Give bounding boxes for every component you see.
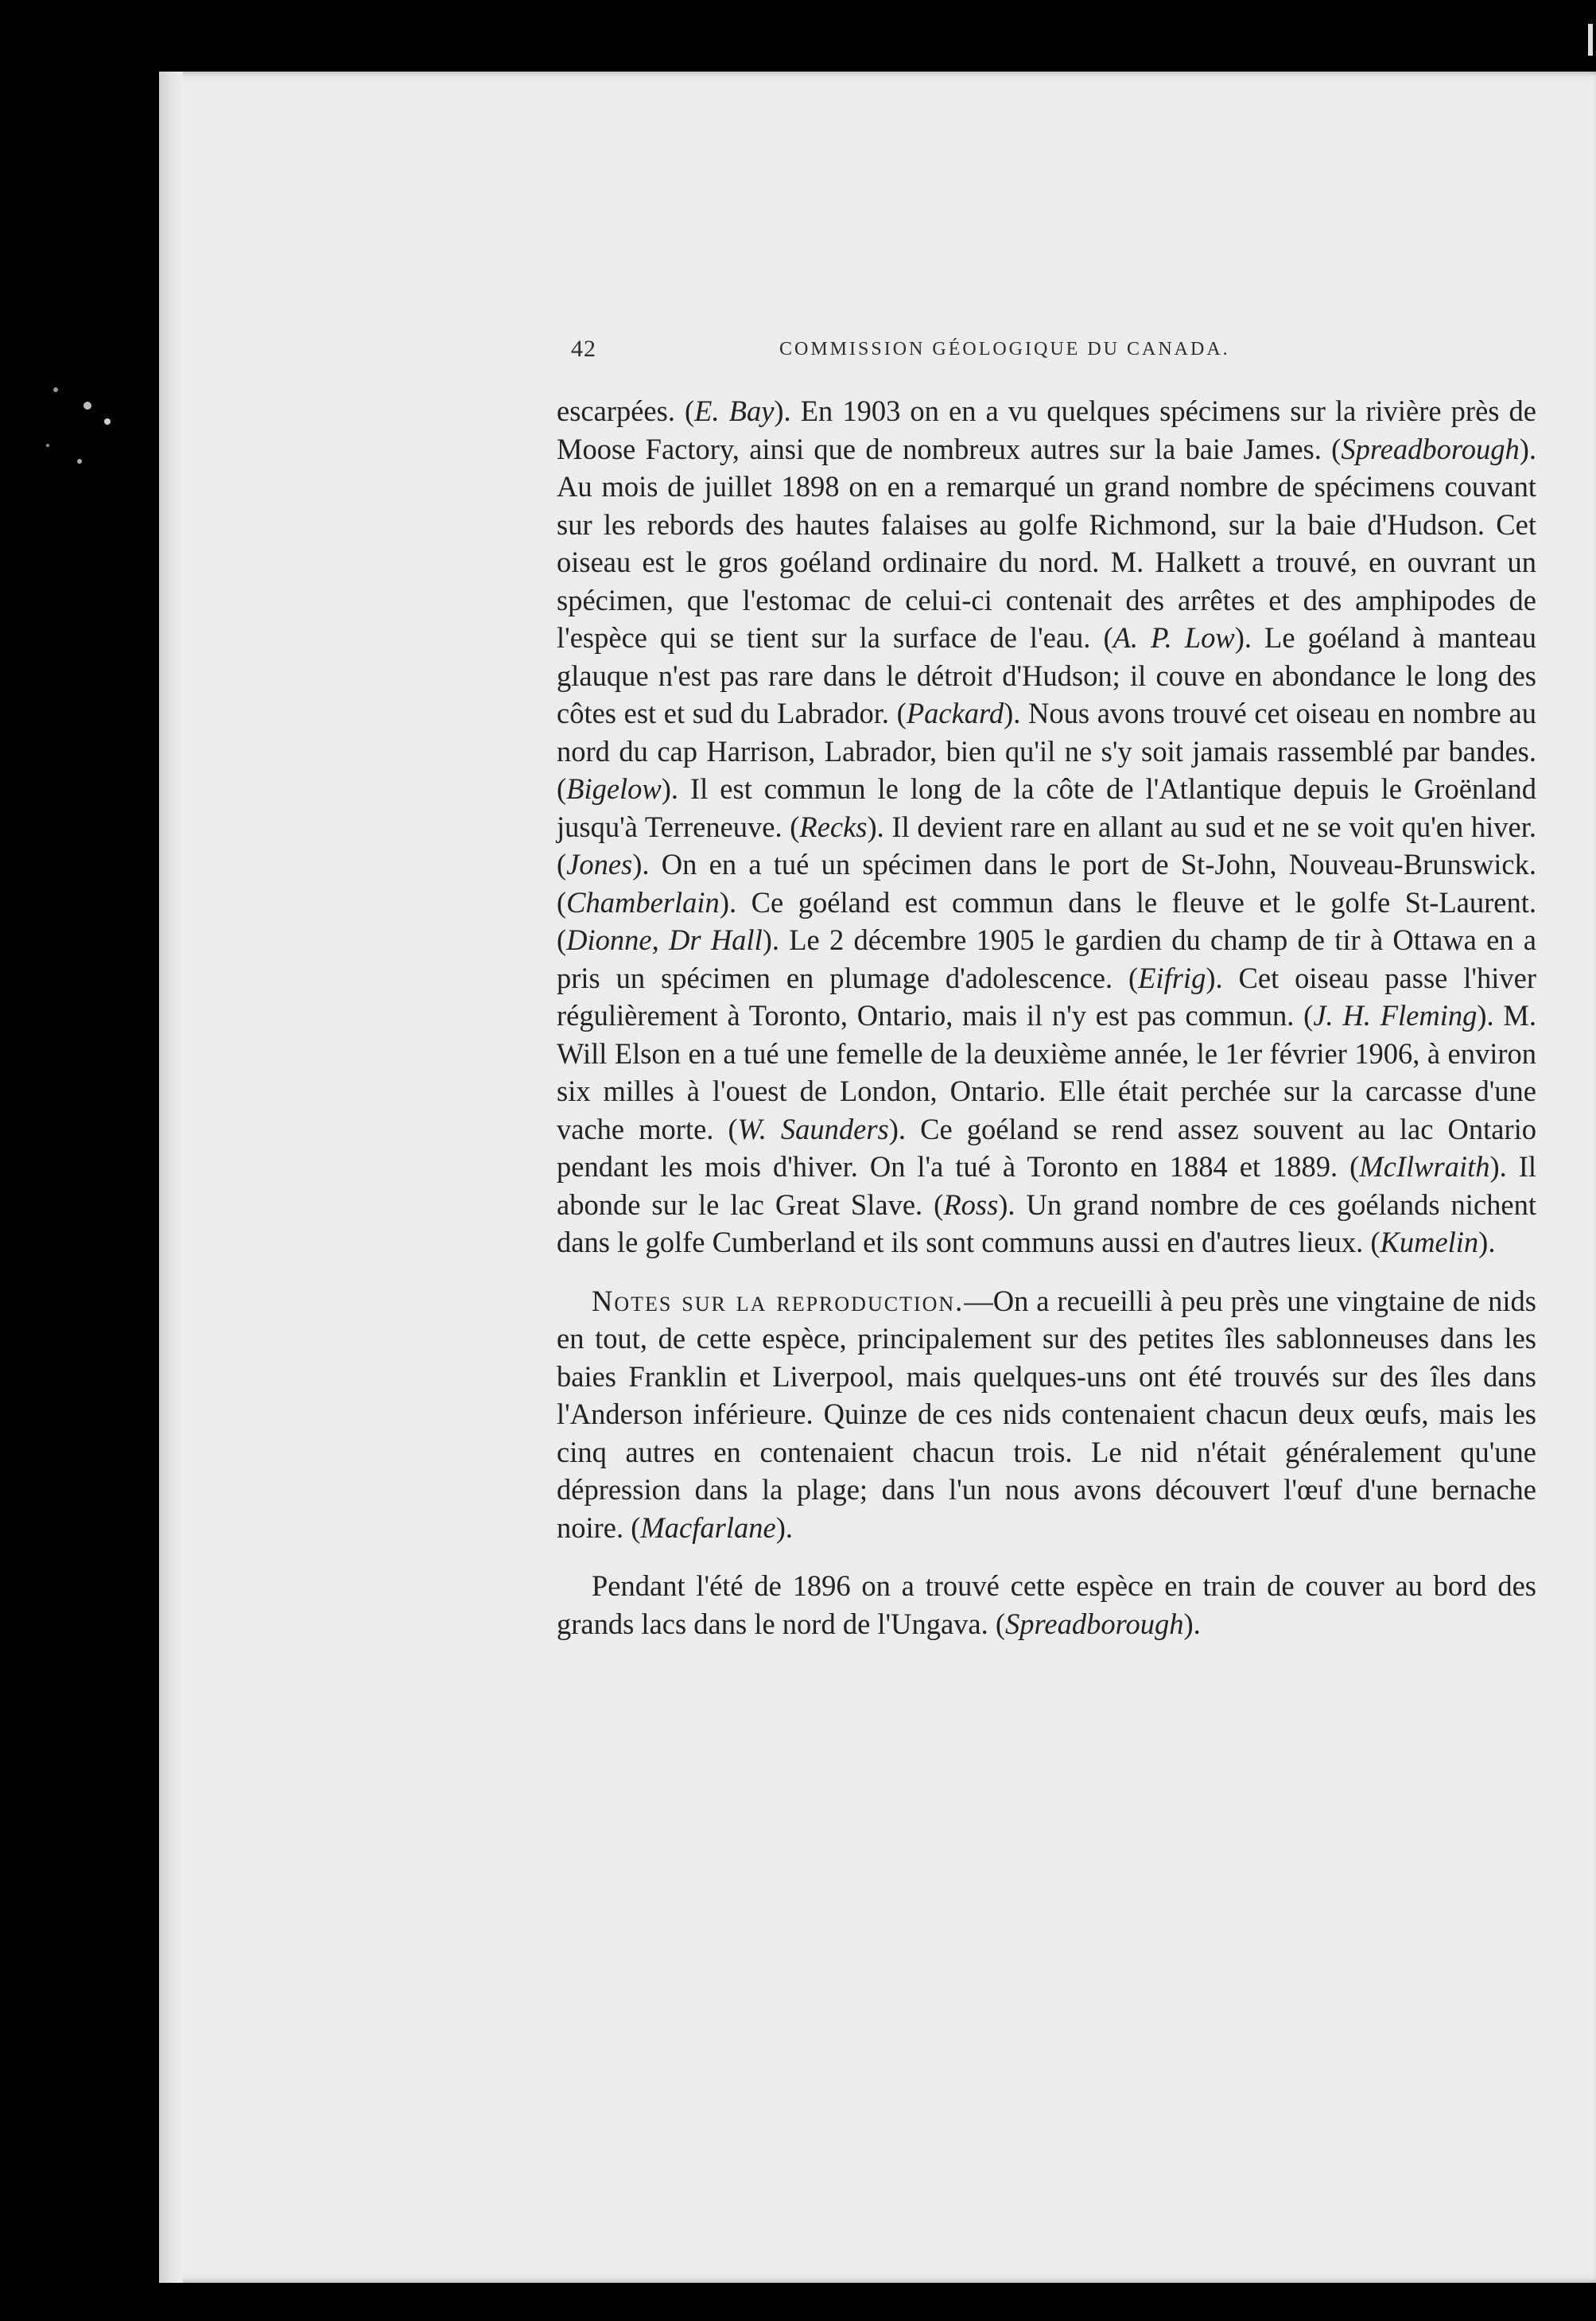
text-run: ). — [1478, 1226, 1496, 1258]
running-title: COMMISSION GÉOLOGIQUE DU CANADA. — [779, 339, 1230, 360]
citation-italic: Dionne, Dr Hall — [566, 923, 763, 956]
citation-italic: Spreadborough — [1341, 432, 1520, 465]
text-run: ). On en a tué un spécimen dans le port de St-John, Nouveau-Brunswick. ( — [557, 848, 1536, 919]
text-run: Pendant l'été de 1896 on a trouvé cette espèce en train de couver au bord des grands lacs dans le nord de l'Ungava. ( — [557, 1569, 1536, 1640]
citation-italic: Bigelow — [566, 772, 662, 805]
text-run: ). Ce goéland se rend assez souvent au lac Ontario pendant les mois d'hiver. On l'a tué à Toronto en 1884 et 1889. ( — [557, 1112, 1536, 1183]
text-run: ). Nous avons trouvé cet oiseau en nombre au nord du cap Harrison, Labrador, bien qu'il ne s'y soit jamais rassemblé par bandes. ( — [557, 697, 1537, 805]
text-run: ). — [775, 1510, 793, 1544]
text-run: ). Cet oiseau passe l'hiver régulièrement à Toronto, Ontario, mais il n'y est pas commun. ( — [557, 961, 1536, 1032]
text-run: ). Il devient rare en allant au sud et ne se voit qu'en hiver. ( — [557, 810, 1536, 881]
text-run: ). En 1903 on en a vu quelques spécimens sur la rivière près de Moose Factory, ainsi que de nombreux autres sur la baie James. ( — [557, 395, 1536, 465]
section-heading: Notes sur la reproduction. — [592, 1284, 965, 1317]
paragraph-breeding-notes — [557, 1282, 1536, 1547]
paragraph-ungava — [557, 1567, 1536, 1643]
citation-italic: Recks — [799, 810, 868, 843]
text-run: ). Ce goéland est commun dans le fleuve et le golfe St-Laurent. ( — [557, 885, 1536, 956]
text-run: —On a recueilli à peu près une vingtaine de nids en tout, de cette espèce, principalement sur des petites îles sablonneuses dans les baies Franklin et Liverpool, mais quelques-uns ont été trouvés sur des îles dans l'Anderson inférieure. Quinze de ces nids contenaient chacun deux œufs, mais les cinq autres en contenaient chacun trois. Le nid n'était généralement qu'une dépression dans la plage; dans l'un nous avons découvert l'œuf d'une bernache noire. ( — [557, 1284, 1536, 1544]
text-run: ). M. Will Elson en a tué une femelle de la deuxième année, le 1er février 1906, à environ six milles à l'ouest de London, Ontario. Elle était perchée sur la carcasse d'une vache morte. ( — [557, 999, 1537, 1145]
citation-italic: Spreadborough — [1005, 1607, 1184, 1640]
citation-italic: Jones — [566, 848, 633, 881]
page-number: 42 — [571, 336, 596, 362]
corner-speck — [1580, 24, 1596, 72]
citation-italic: A. P. Low — [1113, 621, 1235, 654]
text-run: ). Le goéland à manteau glauque n'est pas rare dans le détroit d'Hudson; il couve en abondance le long des côtes est et sud du Labrador. ( — [557, 621, 1537, 729]
text-run: ). Il abonde sur le lac Great Slave. ( — [557, 1150, 1537, 1221]
citation-italic: Kumelin — [1380, 1226, 1479, 1258]
citation-italic: Macfarlane — [640, 1510, 776, 1544]
text-run: ). Le 2 décembre 1905 le gardien du champ de tir à Ottawa en a pris un spécimen en plumage d'adolescence. ( — [557, 923, 1537, 994]
text-run: ). Il est commun le long de la côte de l'Atlantique depuis le Groënland jusqu'à Terreneuve. ( — [557, 772, 1536, 843]
citation-italic: Chamberlain — [566, 885, 720, 919]
text-run: ). Un grand nombre de ces goélands nichent dans le golfe Cumberland et ils sont communs aussi en d'autres lieux. ( — [557, 1188, 1536, 1258]
citation-italic: McIlwraith — [1359, 1150, 1490, 1183]
text-run: ). Au mois de juillet 1898 on en a remarqué un grand nombre de spécimens couvant sur les rebords des hautes falaises au golfe Richmond, sur la baie d'Hudson. Cet oiseau est le gros goéland ordinaire du nord. M. Halkett a trouvé, en ouvrant un spécimen, que l'estomac de celui-ci contenait des arrêtes et des amphipodes de l'espèce qui se tient sur la surface de l'eau. ( — [557, 432, 1536, 654]
scan-specks — [32, 374, 127, 501]
citation-italic: W. Saunders — [737, 1112, 889, 1145]
text-run: ). — [1183, 1607, 1201, 1640]
citation-italic: J. H. Fleming — [1313, 999, 1478, 1032]
page-header — [571, 336, 1334, 375]
paragraph-gull-range — [557, 392, 1536, 1262]
citation-italic: Eifrig — [1138, 961, 1206, 994]
text-run: escarpées. ( — [557, 395, 695, 427]
citation-italic: E. Bay — [694, 395, 775, 427]
citation-italic: Ross — [943, 1188, 999, 1221]
page-body — [557, 392, 1536, 1643]
page-binding-edge — [159, 72, 183, 2283]
citation-italic: Packard — [906, 697, 1004, 729]
